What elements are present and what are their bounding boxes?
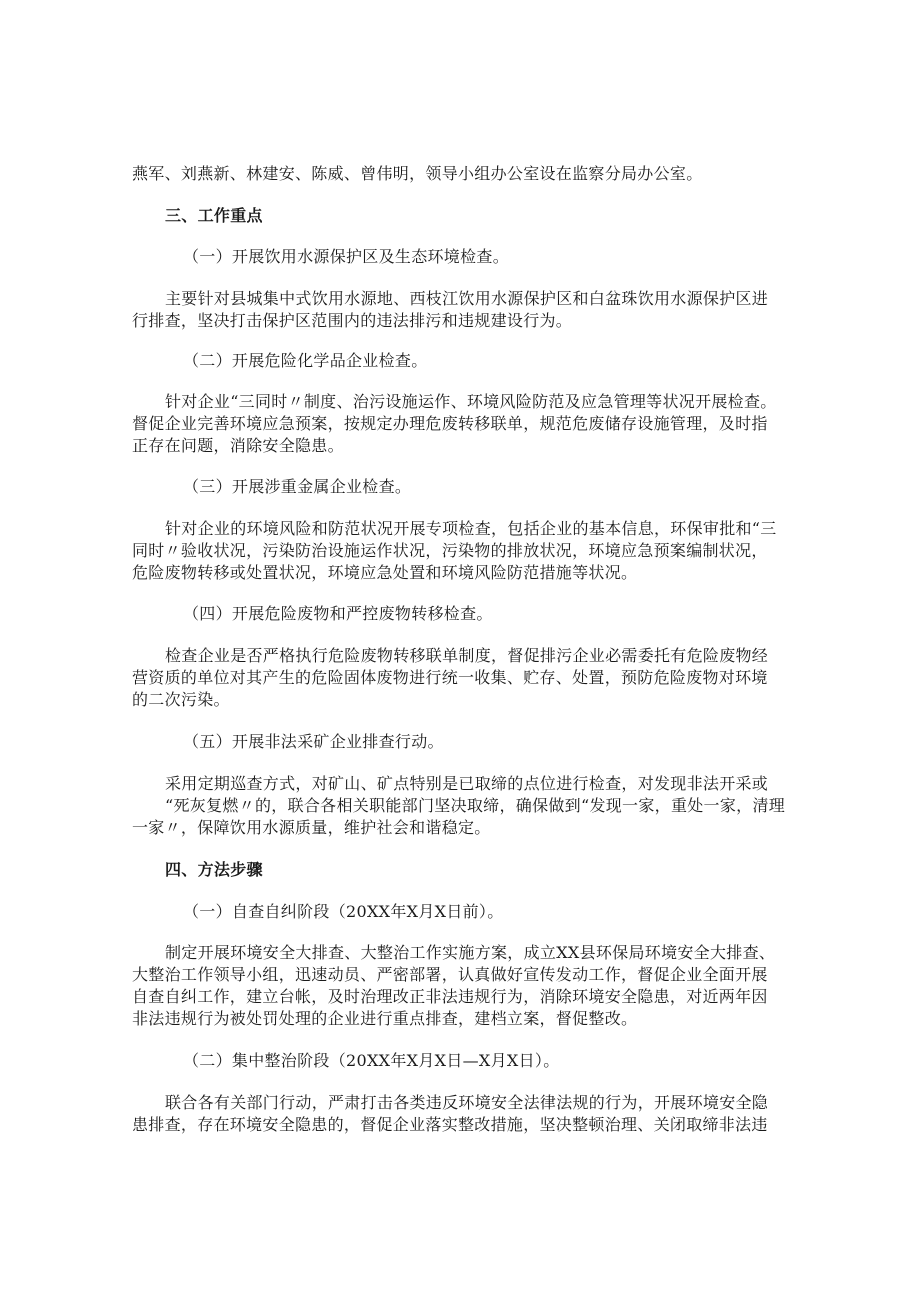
body-line: 行排查，坚决打击保护区范围内的违法排污和违规建设行为。 [132, 311, 573, 330]
subsection-heading: （二）集中整治阶段（20XX年X月X日—X月X日）。 [183, 1051, 560, 1070]
body-line: 一家〃，保障饮用水源质量，维护社会和谐稳定。 [132, 818, 491, 837]
body-line: 营资质的单位对其产生的危险固体废物进行统一收集、贮存、处置，预防危险废物对环境 [132, 668, 768, 687]
body-line: 燕军、刘燕新、林建安、陈威、曾伟明，领导小组办公室设在监察分局办公室。 [132, 164, 703, 183]
subsection-heading: （五）开展非法采矿企业排查行动。 [183, 732, 444, 751]
subsection-heading: （四）开展危险废物和严控废物转移检查。 [183, 604, 493, 623]
body-line: 针对企业“三同时〃制度、治污设施运作、环境风险防范及应急管理等状况开展检查。 [165, 392, 777, 411]
body-line: 针对企业的环境风险和防范状况开展专项检查，包括企业的基本信息，环保审批和“三 [165, 519, 777, 538]
body-line: 督促企业完善环境应急预案，按规定办理危废转移联单，规范危废储存设施管理，及时指 [132, 414, 768, 433]
body-line: 正存在问题，消除安全隐患。 [132, 436, 344, 455]
body-line: 的二次污染。 [132, 690, 230, 709]
body-line: 大整治工作领导小组，迅速动员、严密部署，认真做好宣传发动工作，督促企业全面开展 [132, 965, 768, 984]
subsection-heading: （一）开展饮用水源保护区及生态环境检查。 [183, 247, 510, 266]
subsection-heading: （三）开展涉重金属企业检查。 [183, 477, 412, 496]
body-line: 自查自纠工作，建立台帐，及时治理改正非法违规行为，消除环境安全隐患，对近两年因 [132, 987, 768, 1006]
body-line: 患排查，存在环境安全隐患的，督促企业落实整改措施，坚决整顿治理、关闭取缔非法违 [132, 1115, 768, 1134]
body-line: 主要针对县城集中式饮用水源地、西枝江饮用水源保护区和白盆珠饮用水源保护区进 [165, 289, 769, 308]
body-line: 检查企业是否严格执行危险废物转移联单制度，督促排污企业必需委托有危险废物经 [165, 646, 769, 665]
body-line: 采用定期巡查方式，对矿山、矿点特别是已取缔的点位进行检查，对发现非法开采或 [165, 774, 769, 793]
section-heading: 四、方法步骤 [165, 860, 263, 879]
body-line: 危险废物转移或处置状况，环境应急处置和环境风险防范措施等状况。 [132, 563, 638, 582]
subsection-heading: （一）自查自纠阶段（20XX年X月X日前）。 [183, 902, 504, 921]
body-line: 非法违规行为被处罚处理的企业进行重点排查，建档立案，督促整改。 [132, 1009, 638, 1028]
body-line: 制定开展环境安全大排查、大整治工作实施方案，成立XX县环保局环境安全大排查、 [165, 943, 776, 962]
section-heading: 三、工作重点 [165, 206, 263, 225]
body-line: “死灰复燃〃的，联合各相关职能部门坚决取缔，确保做到“发现一家，重处一家，清理 [165, 796, 786, 815]
subsection-heading: （二）开展危险化学品企业检查。 [183, 351, 428, 370]
body-line: 联合各有关部门行动，严肃打击各类违反环境安全法律法规的行为，开展环境安全隐 [165, 1093, 769, 1112]
body-line: 同时〃验收状况，污染防治设施运作状况，污染物的排放状况，环境应急预案编制状况， [132, 541, 768, 560]
